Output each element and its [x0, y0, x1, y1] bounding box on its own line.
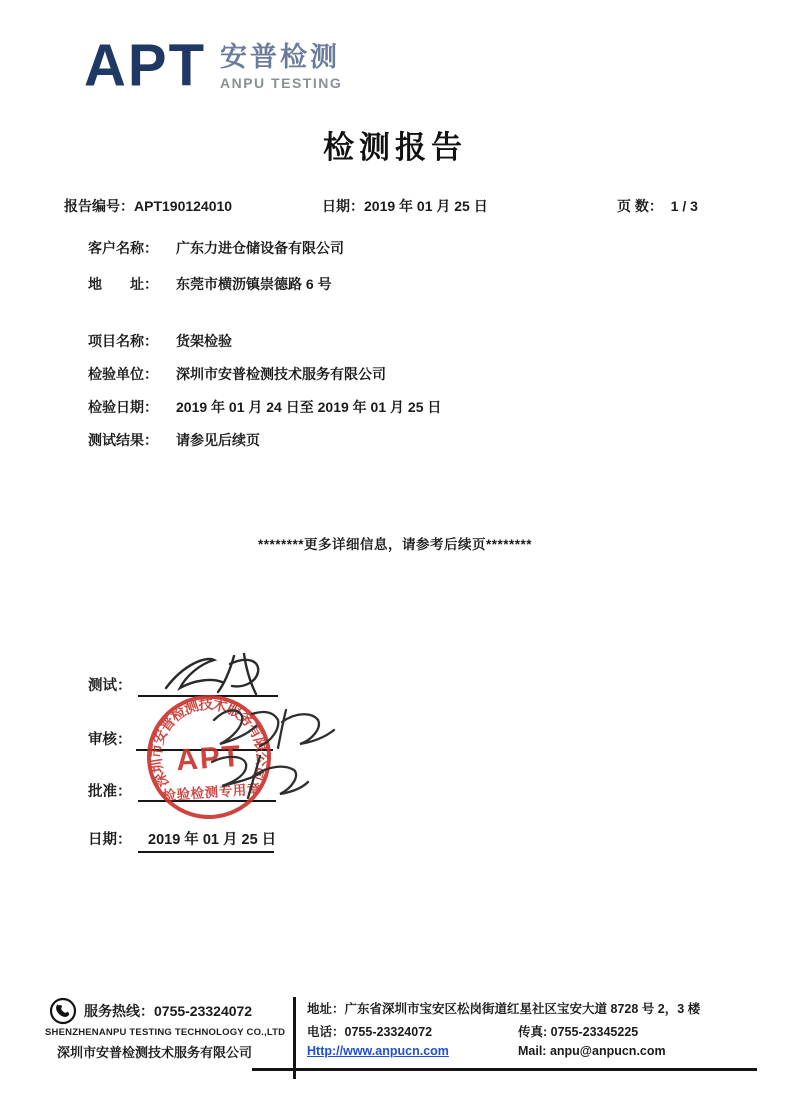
logo-english-name: ANPU TESTING — [220, 75, 343, 91]
footer-company-name-cn: 深圳市安普检测技术服务有限公司 — [57, 1045, 253, 1060]
sign-date-label: 日期： — [88, 832, 132, 848]
footer-telephone-label: 电话： — [307, 1025, 345, 1039]
report-date-value: 2019 年 01 月 25 日 — [364, 198, 488, 214]
more-info-note: ********更多详细信息，请参考后续页******** — [257, 537, 533, 552]
company-logo — [84, 32, 343, 99]
approver-signature-handwriting — [202, 748, 312, 806]
footer-company-name-en: SHENZHENANPU TESTING TECHNOLOGY CO.,LTD — [45, 1027, 286, 1038]
inspection-unit-value: 深圳市安普检测技术服务有限公司 — [176, 366, 386, 382]
stamp-bottom-text: 检验检测专用章 — [162, 781, 261, 804]
footer-email-value: anpu@anpucn.com — [549, 1044, 666, 1058]
page-count — [617, 196, 698, 216]
footer-website-link[interactable]: Http://www.anpucn.com — [307, 1044, 449, 1058]
client-name-value: 广东力进仓储设备有限公司 — [176, 240, 344, 256]
footer-fax-label: 传真: — [518, 1025, 551, 1039]
page-count-value: 1 / 3 — [670, 198, 698, 214]
service-hotline — [84, 1001, 252, 1021]
footer-telephone-value: 0755-23324072 — [344, 1025, 433, 1039]
sign-date-value: 2019 年 01 月 25 日 — [148, 832, 277, 848]
phone-icon — [48, 996, 78, 1026]
footer-address-label: 地址： — [307, 1002, 345, 1016]
stamp-center-text: APT — [175, 739, 244, 778]
client-address-label: 地 址： — [88, 276, 158, 292]
footer-bottom-rule — [252, 1068, 757, 1071]
test-result-value: 请参见后续页 — [176, 432, 260, 448]
report-number — [64, 196, 232, 216]
service-hotline-label: 服务热线： — [84, 1003, 154, 1019]
stamp-ring-text: 深圳市安普检测技术服务有限公司 — [148, 696, 270, 790]
service-hotline-number: 0755-23324072 — [154, 1003, 253, 1019]
approver-label: 批准： — [88, 784, 132, 800]
report-date — [322, 196, 488, 216]
footer-fax-value: 0755-23345225 — [550, 1025, 639, 1039]
report-date-label: 日期： — [322, 198, 364, 214]
footer-email-label: Mail: — [518, 1044, 550, 1058]
footer-divider-line — [293, 997, 296, 1079]
footer-address-value: 广东省深圳市宝安区松岗街道红星社区宝安大道 8728 号 2，3 楼 — [344, 1002, 701, 1016]
client-address-value: 东莞市横沥镇崇德路 6 号 — [176, 276, 332, 292]
footer-email — [518, 1044, 666, 1058]
footer-telephone — [307, 1022, 432, 1040]
reviewer-label: 审核： — [88, 732, 132, 748]
sign-date-line — [138, 851, 274, 853]
logo-chinese-name: 安普检测 — [220, 42, 340, 72]
inspection-date-label: 检验日期： — [88, 399, 158, 415]
project-name-label: 项目名称： — [88, 333, 158, 349]
tester-label: 测试： — [88, 678, 132, 694]
report-number-label: 报告编号： — [64, 198, 134, 214]
logo-apt-text: APT — [84, 32, 206, 99]
page-title: 检测报告 — [323, 130, 467, 165]
project-name-value: 货架检验 — [176, 333, 232, 349]
tester-signature-handwriting — [160, 650, 290, 698]
footer-fax — [518, 1022, 638, 1040]
logo-text-block — [220, 36, 342, 91]
report-number-value: APT190124010 — [134, 198, 233, 214]
client-name-label: 客户名称： — [88, 240, 158, 256]
inspection-date-value: 2019 年 01 月 24 日至 2019 年 01 月 25 日 — [176, 399, 442, 415]
footer-address — [307, 999, 700, 1017]
test-result-label: 测试结果： — [88, 432, 158, 448]
inspection-unit-label: 检验单位： — [88, 366, 158, 382]
page-count-label: 页 数： — [617, 198, 663, 214]
